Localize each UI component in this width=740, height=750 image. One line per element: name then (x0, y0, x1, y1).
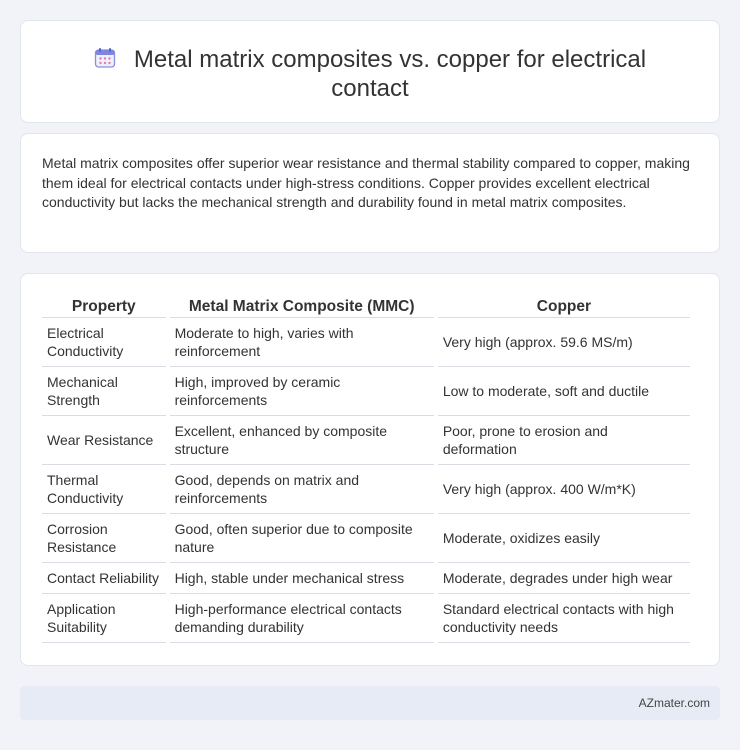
cell-copper: Very high (approx. 59.6 MS/m) (438, 318, 690, 367)
comparison-table (38, 294, 694, 643)
cell-mmc: Good, often superior due to composite nature (170, 514, 434, 563)
table-row (42, 594, 690, 643)
table-row (42, 465, 690, 514)
cell-property: Mechanical Strength (42, 367, 166, 416)
cell-property: Application Suitability (42, 594, 166, 643)
title-text: Metal matrix composites vs. copper for electrical contact (133, 46, 647, 102)
table-row (42, 416, 690, 465)
cell-property: Contact Reliability (42, 563, 166, 594)
cell-copper: Moderate, degrades under high wear (438, 563, 690, 594)
header-mmc: Metal Matrix Composite (MMC) (170, 294, 434, 318)
footer-brand: AZmater.com (638, 696, 710, 710)
cell-mmc: Excellent, enhanced by composite structure (170, 416, 434, 465)
cell-mmc: High, stable under mechanical stress (170, 563, 434, 594)
title-card (20, 20, 720, 123)
footer (20, 686, 720, 720)
comparison-card (20, 273, 720, 666)
table-header-row (42, 294, 690, 318)
page-title (61, 45, 679, 103)
cell-mmc: Moderate to high, varies with reinforcement (170, 318, 434, 367)
header-property: Property (42, 294, 166, 318)
cell-copper: Poor, prone to erosion and deformation (438, 416, 690, 465)
cell-property: Thermal Conductivity (42, 465, 166, 514)
cell-mmc: High, improved by ceramic reinforcements (170, 367, 434, 416)
table-row (42, 318, 690, 367)
cell-mmc: High-performance electrical contacts demanding durability (170, 594, 434, 643)
cell-copper: Very high (approx. 400 W/m*K) (438, 465, 690, 514)
table-row (42, 514, 690, 563)
cell-copper: Low to moderate, soft and ductile (438, 367, 690, 416)
summary-text: Metal matrix composites offer superior wear resistance and thermal stability compared to copper, making them ideal for electrical contacts under high-stress conditions. Copper provides excellent electrical conductivity but lacks the mechanical strength and durability found in metal matrix composites. (42, 155, 690, 210)
cell-property: Corrosion Resistance (42, 514, 166, 563)
cell-copper: Standard electrical contacts with high conductivity needs (438, 594, 690, 643)
calendar-icon (94, 47, 116, 69)
header-copper: Copper (438, 294, 690, 318)
summary-card (20, 133, 720, 253)
cell-property: Wear Resistance (42, 416, 166, 465)
table-row (42, 367, 690, 416)
cell-property: Electrical Conductivity (42, 318, 166, 367)
cell-copper: Moderate, oxidizes easily (438, 514, 690, 563)
table-row (42, 563, 690, 594)
cell-mmc: Good, depends on matrix and reinforcements (170, 465, 434, 514)
